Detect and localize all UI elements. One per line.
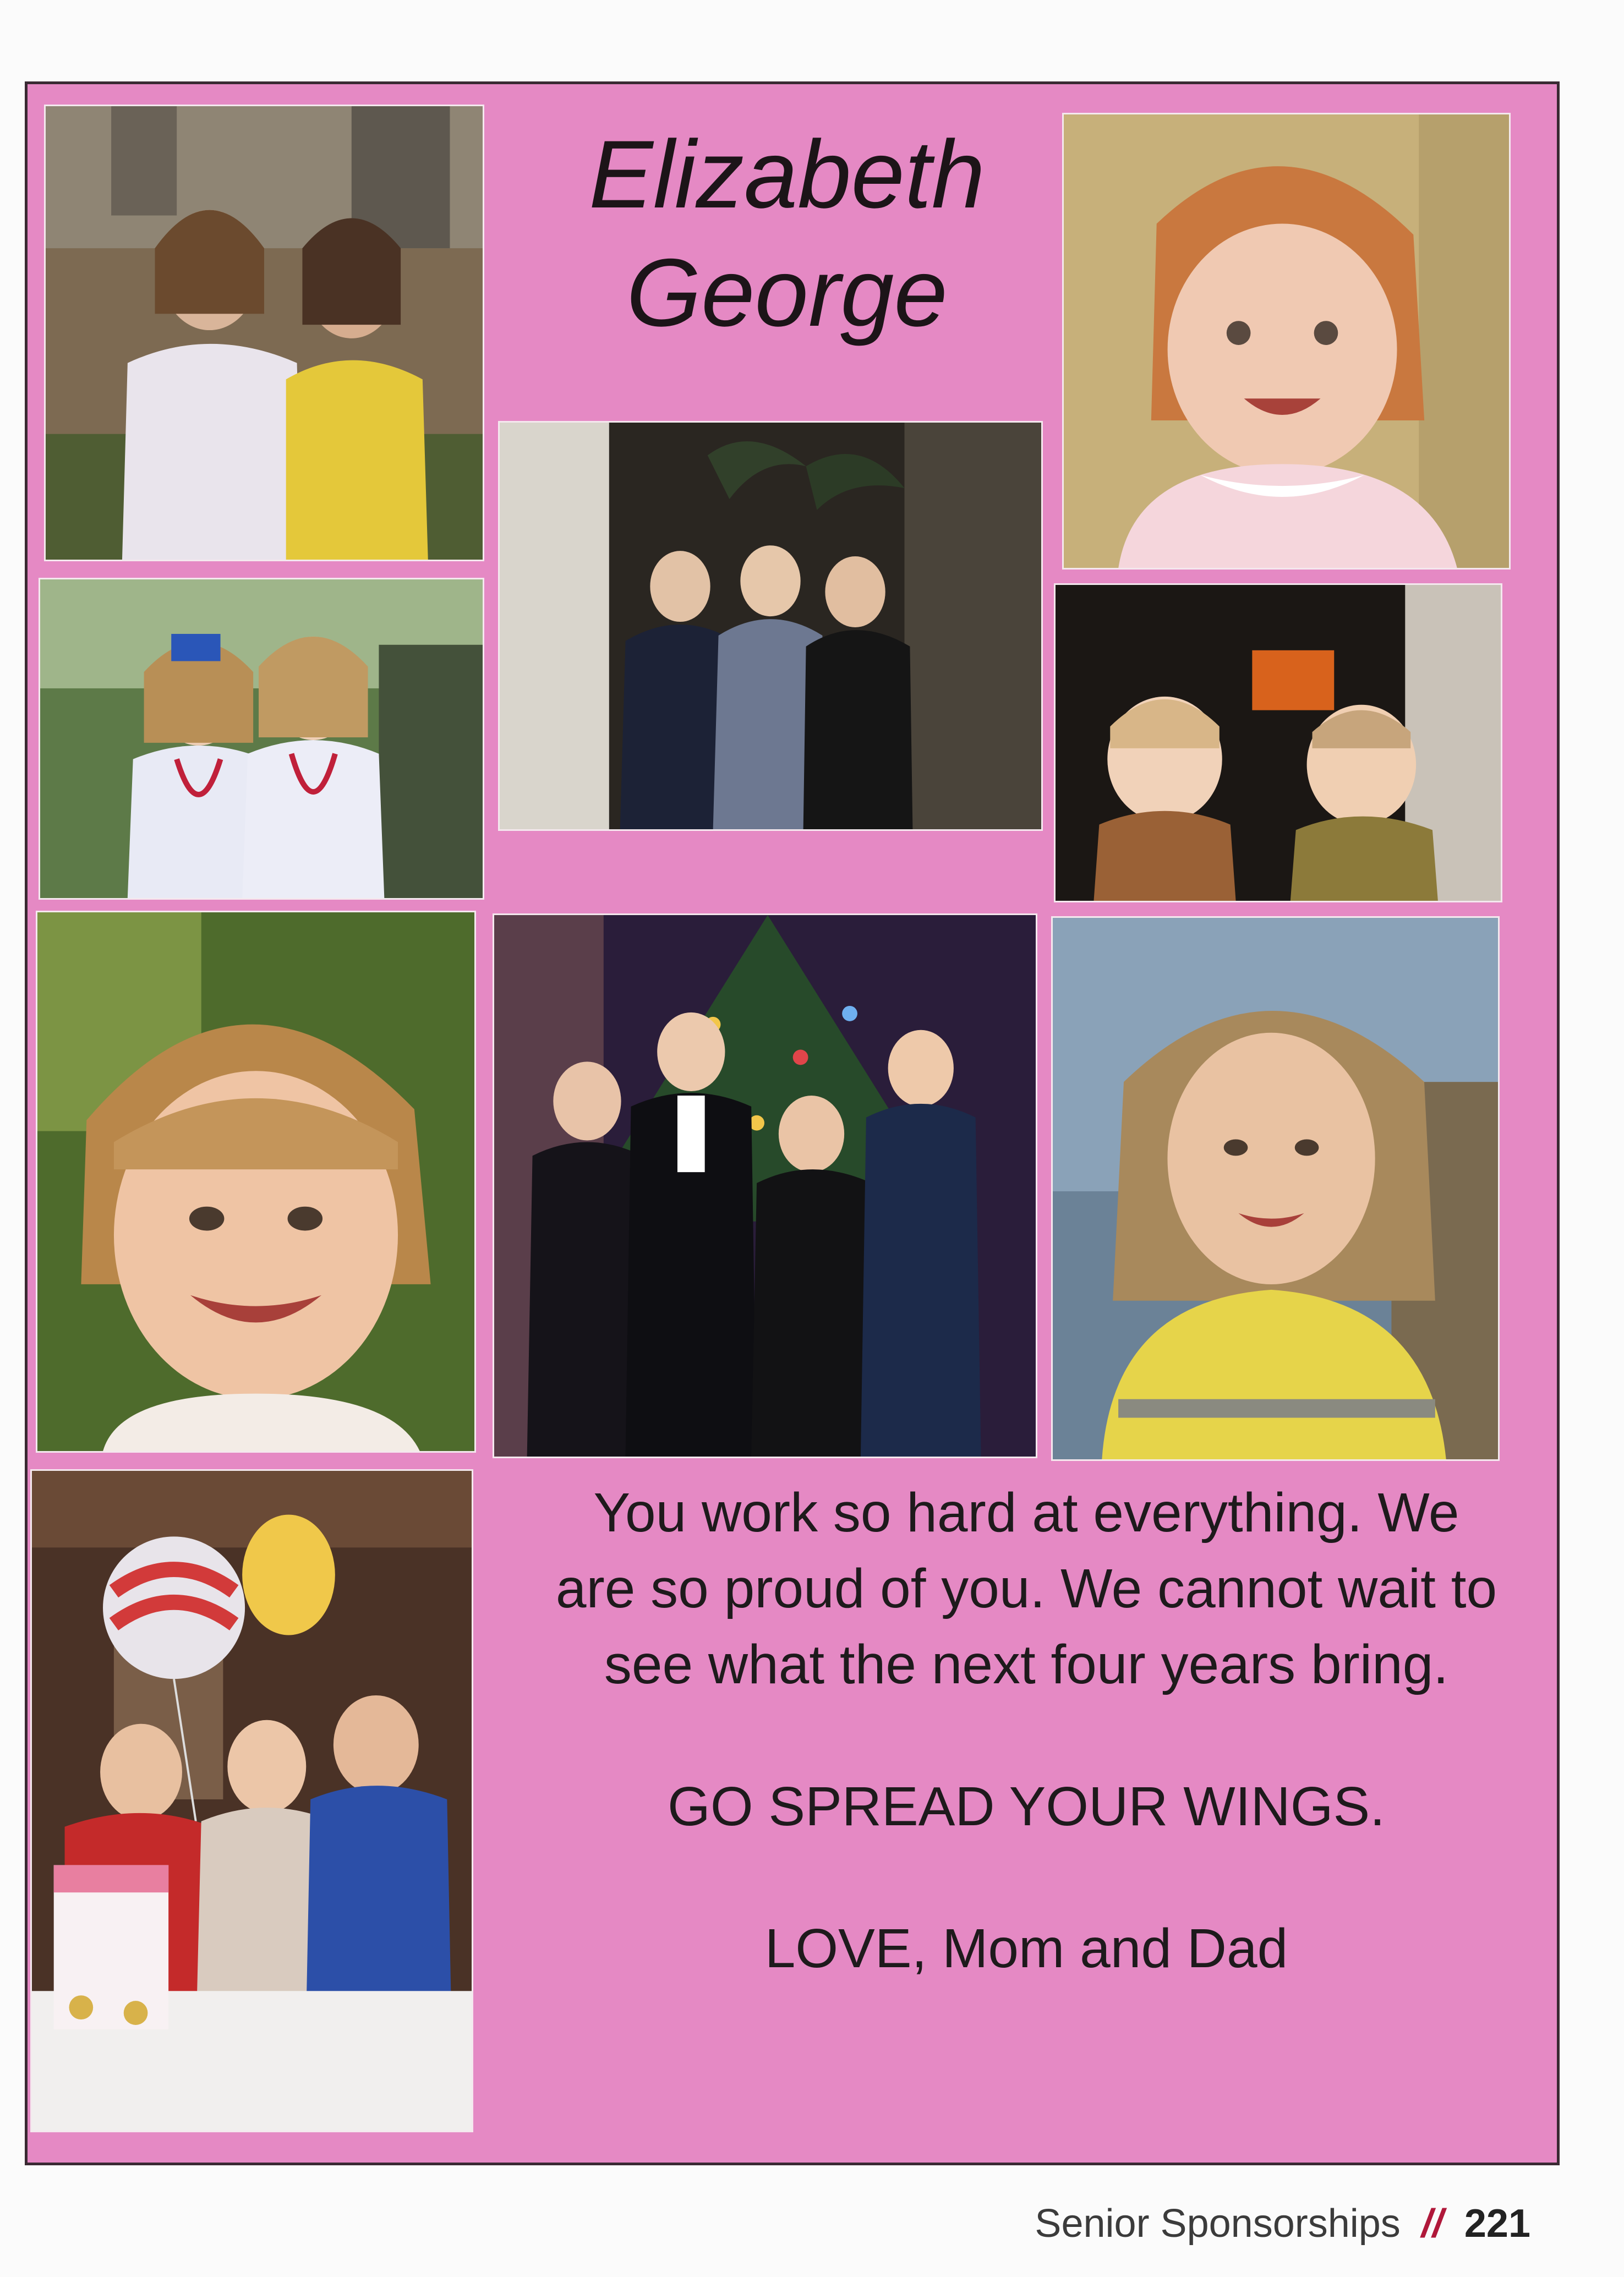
photo-girl-smiling-closeup (36, 911, 476, 1453)
photo-christmas-formal-group (493, 913, 1037, 1458)
photo-two-toddlers-fireplace (1054, 583, 1502, 902)
page-footer (1035, 2201, 1530, 2246)
message-line-3: see what the next four years bring. (604, 1634, 1449, 1695)
footer-section: Senior Sponsorships (1035, 2202, 1401, 2246)
message-motto: GO SPREAD YOUR WINGS. (668, 1776, 1385, 1837)
photo-birthday-celebration (30, 1469, 473, 2132)
photo-twin-girls-necklaces (39, 578, 484, 900)
student-name (526, 116, 1048, 380)
first-name: Elizabeth (589, 121, 985, 228)
last-name: George (626, 239, 948, 347)
message-line-2: are so proud of you. We cannot wait to (555, 1558, 1497, 1619)
message-line-1: You work so hard at everything. We (593, 1482, 1459, 1543)
footer-separator: // (1421, 2202, 1443, 2246)
message-signature: LOVE, Mom and Dad (764, 1918, 1288, 1979)
footer-page-number: 221 (1464, 2202, 1530, 2246)
photo-girl-yellow-vest (1051, 916, 1500, 1461)
photo-toddler-portrait (1062, 113, 1511, 570)
photo-two-girls-outdoor (44, 105, 484, 561)
parent-message (484, 1475, 1568, 1986)
photo-three-girls-formal (498, 421, 1043, 831)
